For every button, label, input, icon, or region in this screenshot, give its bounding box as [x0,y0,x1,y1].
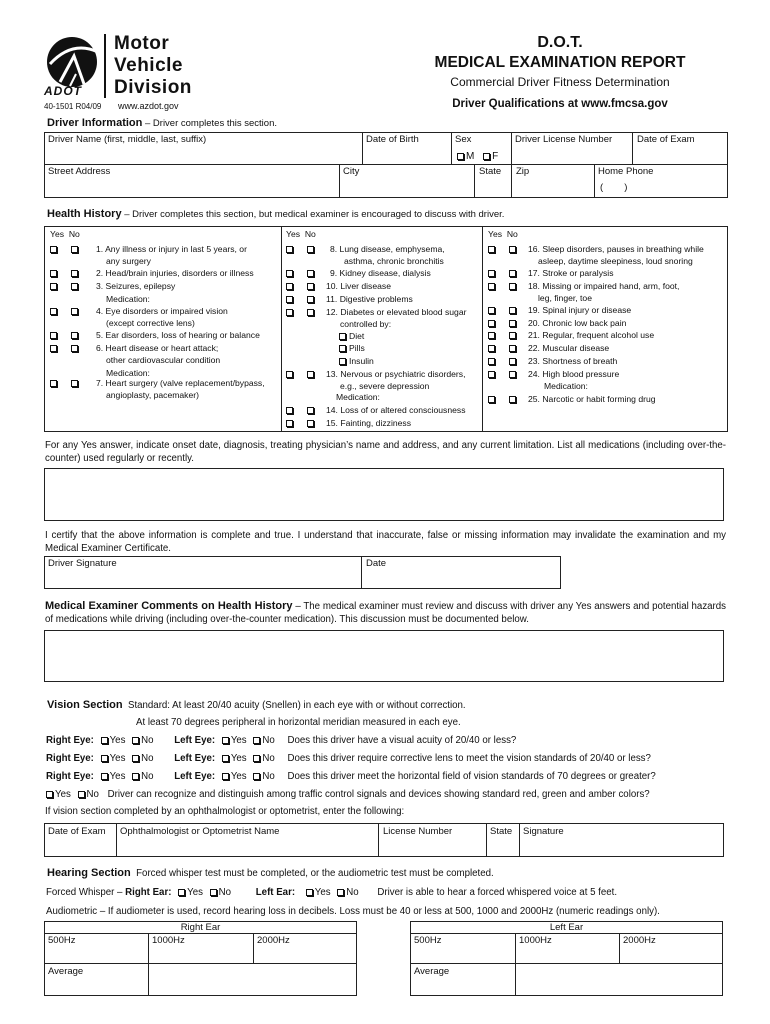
condition-no-checkbox[interactable] [71,380,78,387]
condition-checkboxes [488,356,516,368]
condition-item: 11. Digestive problems [326,294,413,304]
left-500hz-field[interactable]: 500Hz [414,935,442,946]
condition-item: 18. Missing or impaired hand, arm, foot, leg, finger, toe [528,281,680,303]
zip-field[interactable]: Zip [516,166,530,177]
q1-right-no-checkbox[interactable] [132,737,139,744]
diabetes-control-checkbox[interactable] [339,358,346,365]
condition-no-checkbox[interactable] [509,270,516,277]
condition-no-checkbox[interactable] [509,320,516,327]
title-subtitle: Commercial Driver Fitness Determination [450,75,670,89]
condition-checkboxes [286,369,314,381]
report-title [400,34,720,110]
condition-checkboxes [488,343,516,355]
state-field[interactable]: State [479,166,502,177]
condition-checkboxes [286,244,314,256]
q3-left-yes-checkbox[interactable] [222,773,229,780]
condition-no-checkbox[interactable] [509,332,516,339]
right-average-field[interactable]: Average [48,966,84,977]
condition-yes-checkbox[interactable] [286,246,293,253]
condition-no-checkbox[interactable] [307,246,314,253]
vision-standard-2: At least 70 degrees peripheral in horizontal meridian measured in each eye. [136,717,461,728]
condition-item: 5. Ear disorders, loss of hearing or balance [96,330,260,340]
condition-no-checkbox[interactable] [307,283,314,290]
condition-yes-checkbox[interactable] [50,380,57,387]
condition-item: 22. Muscular disease [528,343,610,353]
examiner-comments-heading: Medical Examiner Comments on Health History – The medical examiner must review and discuss with driver any Yes answers and potential hazards of medications while driving (including over-the-counter medication). This discussion must be documented below. [45,600,727,625]
condition-item: 16. Sleep disorders, pauses in breathing while asleep, daytime sleepiness, loud snoring [528,244,704,266]
condition-checkboxes [286,281,314,293]
condition-yes-checkbox[interactable] [286,270,293,277]
examiner-comments-box[interactable] [44,630,724,682]
qualifications-link[interactable]: Driver Qualifications at www.fmcsa.gov [452,98,668,110]
condition-yes-checkbox[interactable] [488,283,495,290]
condition-no-checkbox[interactable] [509,345,516,352]
condition-item: 4. Eye disorders or impaired vision (except corrective lens) [96,306,228,328]
vision-question-1: Right Eye: Yes No Left Eye: Yes No Does this driver have a visual acuity of 20/40 or less? [46,735,517,746]
condition-yes-checkbox[interactable] [286,420,293,427]
sex-options: M F [457,151,498,162]
medication-label: Medication: [106,294,150,304]
condition-checkboxes [286,405,314,417]
condition-yes-checkbox[interactable] [488,396,495,403]
vision-question-2: Right Eye: Yes No Left Eye: Yes No Does this driver require corrective lens to meet the vision standards of 20/40 or less? [46,753,651,764]
right-2000hz-field[interactable]: 2000Hz [257,935,290,946]
right-500hz-field[interactable]: 500Hz [48,935,76,946]
logo-word-division: Division [114,77,192,98]
condition-item: 6. Heart disease or heart attack; other cardiovascular condition [96,343,221,365]
condition-no-checkbox[interactable] [71,308,78,315]
condition-checkboxes [488,330,516,342]
hearing-heading: Hearing Section Forced whisper test must be completed, or the audiometric test must be completed. [47,867,494,879]
condition-yes-checkbox[interactable] [488,246,495,253]
q2-left-no-checkbox[interactable] [253,755,260,762]
condition-item: Pills [339,343,365,355]
condition-item: 21. Regular, frequent alcohol use [528,330,655,340]
condition-item: 7. Heart surgery (valve replacement/bypass, angioplasty, pacemaker) [96,378,265,400]
form-number: 40-1501 R04/09 [44,102,102,111]
condition-checkboxes [488,394,516,406]
condition-checkboxes [488,369,516,381]
condition-item: 8. Lung disease, emphysema, asthma, chronic bronchitis [330,244,445,266]
condition-checkboxes [488,318,516,330]
q1-right-yes-checkbox[interactable] [101,737,108,744]
condition-checkboxes [50,378,78,390]
condition-checkboxes [488,244,516,256]
condition-item: 13. Nervous or psychiatric disorders, e.g., severe depression [326,369,466,391]
certification-text: I certify that the above information is complete and true. I understand that inaccurate, false or missing information may invalidate the examination and my Medical Examiner Certificate. [45,530,726,554]
home-phone-field[interactable]: Home Phone [598,166,654,177]
health-history-heading: Health History – Driver completes this section, but medical examiner is encouraged to discuss with driver. [47,208,505,220]
condition-no-checkbox[interactable] [509,283,516,290]
condition-no-checkbox[interactable] [71,270,78,277]
condition-checkboxes [50,343,78,355]
condition-item: 3. Seizures, epilepsy [96,281,176,291]
sex-m-checkbox[interactable] [457,153,464,160]
col3-yes-no-header: Yes No [488,229,518,239]
condition-no-checkbox[interactable] [71,246,78,253]
condition-checkboxes [286,307,314,319]
condition-item: 2. Head/brain injuries, disorders or illness [96,268,254,278]
yes-answer-details-box[interactable] [44,468,724,521]
driver-info-heading: Driver Information – Driver completes this section. [47,117,277,129]
condition-yes-checkbox[interactable] [488,332,495,339]
medication-label: Medication: [336,392,380,402]
phone-area-code: ( ) [600,182,628,193]
date-of-birth-field[interactable]: Date of Birth [366,134,419,145]
ophth-date-of-exam-field[interactable]: Date of Exam [48,826,106,837]
left-1000hz-field[interactable]: 1000Hz [519,935,552,946]
date-of-exam-field[interactable]: Date of Exam [637,134,695,145]
ophth-signature-field[interactable]: Signature [523,826,564,837]
condition-yes-checkbox[interactable] [50,246,57,253]
q1-left-no-checkbox[interactable] [253,737,260,744]
condition-item: 9. Kidney disease, dialysis [330,268,431,278]
ophth-license-field[interactable]: License Number [383,826,453,837]
diabetes-control-checkbox[interactable] [339,333,346,340]
col2-yes-no-header: Yes No [286,229,316,239]
vision-question-3: Right Eye: Yes No Left Eye: Yes No Does this driver meet the horizontal field of vision standards of 70 degrees or greater? [46,771,656,782]
condition-yes-checkbox[interactable] [488,307,495,314]
condition-item: 25. Narcotic or habit forming drug [528,394,656,404]
condition-item: 15. Fainting, dizziness [326,418,412,428]
q2-right-yes-checkbox[interactable] [101,755,108,762]
condition-yes-checkbox[interactable] [488,270,495,277]
condition-yes-checkbox[interactable] [286,296,293,303]
condition-no-checkbox[interactable] [307,270,314,277]
condition-item: 20. Chronic low back pain [528,318,627,328]
driver-name-field[interactable]: Driver Name (first, middle, last, suffix) [48,134,207,145]
condition-checkboxes [50,306,78,318]
condition-yes-checkbox[interactable] [488,320,495,327]
sex-label: Sex [455,134,472,145]
q3-left-no-checkbox[interactable] [253,773,260,780]
logo-word-vehicle: Vehicle [114,55,183,76]
condition-yes-checkbox[interactable] [50,283,57,290]
medication-label: Medication: [544,381,588,391]
condition-no-checkbox[interactable] [71,345,78,352]
condition-yes-checkbox[interactable] [488,358,495,365]
condition-yes-checkbox[interactable] [50,308,57,315]
city-field[interactable]: City [343,166,360,177]
condition-no-checkbox[interactable] [509,307,516,314]
whisper-right-yes-checkbox[interactable] [178,889,185,896]
left-2000hz-field[interactable]: 2000Hz [623,935,656,946]
condition-no-checkbox[interactable] [509,246,516,253]
condition-item: 10. Liver disease [326,281,391,291]
q4-no-checkbox[interactable] [78,791,85,798]
condition-item: Diet [339,331,364,343]
title-dot: D.O.T. [537,34,583,51]
street-address-field[interactable]: Street Address [48,166,111,177]
medication-label: Medication: [106,368,150,378]
whisper-left-yes-checkbox[interactable] [306,889,313,896]
condition-item: 14. Loss of or altered consciousness [326,405,466,415]
condition-checkboxes [488,281,516,293]
website: www.azdot.gov [118,101,179,111]
condition-no-checkbox[interactable] [307,309,314,316]
condition-yes-checkbox[interactable] [488,371,495,378]
ophth-state-field[interactable]: State [490,826,513,837]
right-1000hz-field[interactable]: 1000Hz [152,935,185,946]
condition-yes-checkbox[interactable] [286,407,293,414]
condition-checkboxes [286,294,314,306]
vision-heading: Vision Section Standard: At least 20/40 acuity (Snellen) in each eye with or without correction. [47,699,466,711]
audiometric-instructions: Audiometric – If audiometer is used, record hearing loss in decibels. Loss must be 40 or less at 500, 1000 and 2000Hz (numeric readings only). [46,906,660,917]
adot-logo [40,34,210,100]
q2-left-yes-checkbox[interactable] [222,755,229,762]
condition-checkboxes [50,268,78,280]
q2-right-no-checkbox[interactable] [132,755,139,762]
ophthalmologist-note: If vision section completed by an ophthalmologist or optometrist, enter the following: [45,806,405,817]
condition-yes-checkbox[interactable] [50,270,57,277]
condition-checkboxes [50,244,78,256]
condition-no-checkbox[interactable] [307,371,314,378]
condition-checkboxes [488,305,516,317]
condition-item: 12. Diabetes or elevated blood sugar controlled by: [326,307,467,329]
condition-item: 19. Spinal injury or disease [528,305,632,315]
q4-yes-checkbox[interactable] [46,791,53,798]
sex-f-checkbox[interactable] [483,153,490,160]
whisper-right-no-checkbox[interactable] [210,889,217,896]
col1-yes-no-header: Yes No [50,229,80,239]
condition-checkboxes [286,268,314,280]
whisper-left-no-checkbox[interactable] [337,889,344,896]
condition-yes-checkbox[interactable] [286,371,293,378]
condition-no-checkbox[interactable] [509,358,516,365]
condition-no-checkbox[interactable] [509,371,516,378]
license-number-field[interactable]: Driver License Number [515,134,613,145]
condition-item: 24. High blood pressure [528,369,620,379]
condition-item: Insulin [339,356,374,368]
driver-signature-field[interactable]: Driver Signature [48,558,117,569]
condition-yes-checkbox[interactable] [286,309,293,316]
diabetes-control-checkbox[interactable] [339,345,346,352]
driver-signature-table [44,556,561,589]
right-ear-header: Right Ear [180,922,221,933]
q3-right-yes-checkbox[interactable] [101,773,108,780]
condition-checkboxes [50,330,78,342]
condition-item: 23. Shortness of breath [528,356,618,366]
condition-checkboxes [488,268,516,280]
logo-word-motor: Motor [114,33,170,54]
left-ear-header: Left Ear [549,922,584,933]
yes-answer-instructions: For any Yes answer, indicate onset date, diagnosis, treating physician’s name and address, and any current limitation. List all medications (including over-the-counter) used regularly or recently. [45,440,726,464]
condition-item: 1. Any illness or injury in last 5 years, or any surgery [96,244,247,266]
condition-no-checkbox[interactable] [71,332,78,339]
condition-yes-checkbox[interactable] [488,345,495,352]
condition-checkboxes [286,418,314,430]
left-average-field[interactable]: Average [414,966,450,977]
condition-no-checkbox[interactable] [509,396,516,403]
vision-question-4: Yes No Driver can recognize and distinguish among traffic control signals and devices showing standard red, green and amber colors? [46,789,650,800]
title-main: MEDICAL EXAMINATION REPORT [434,54,686,71]
condition-yes-checkbox[interactable] [50,345,57,352]
adot-wordmark: ADOT [44,84,82,98]
condition-item: 17. Stroke or paralysis [528,268,614,278]
condition-no-checkbox[interactable] [307,296,314,303]
condition-no-checkbox[interactable] [307,420,314,427]
driver-signature-date-field[interactable]: Date [366,558,387,569]
q3-right-no-checkbox[interactable] [132,773,139,780]
forced-whisper-row: Forced Whisper – Right Ear: Yes No Left Ear: Yes No Driver is able to hear a forced whispered voice at 5 feet. [46,887,618,898]
condition-checkboxes [50,281,78,293]
q1-left-yes-checkbox[interactable] [222,737,229,744]
condition-yes-checkbox[interactable] [50,332,57,339]
condition-no-checkbox[interactable] [71,283,78,290]
condition-no-checkbox[interactable] [307,407,314,414]
condition-yes-checkbox[interactable] [286,283,293,290]
ophth-name-field[interactable]: Ophthalmologist or Optometrist Name [120,826,280,837]
